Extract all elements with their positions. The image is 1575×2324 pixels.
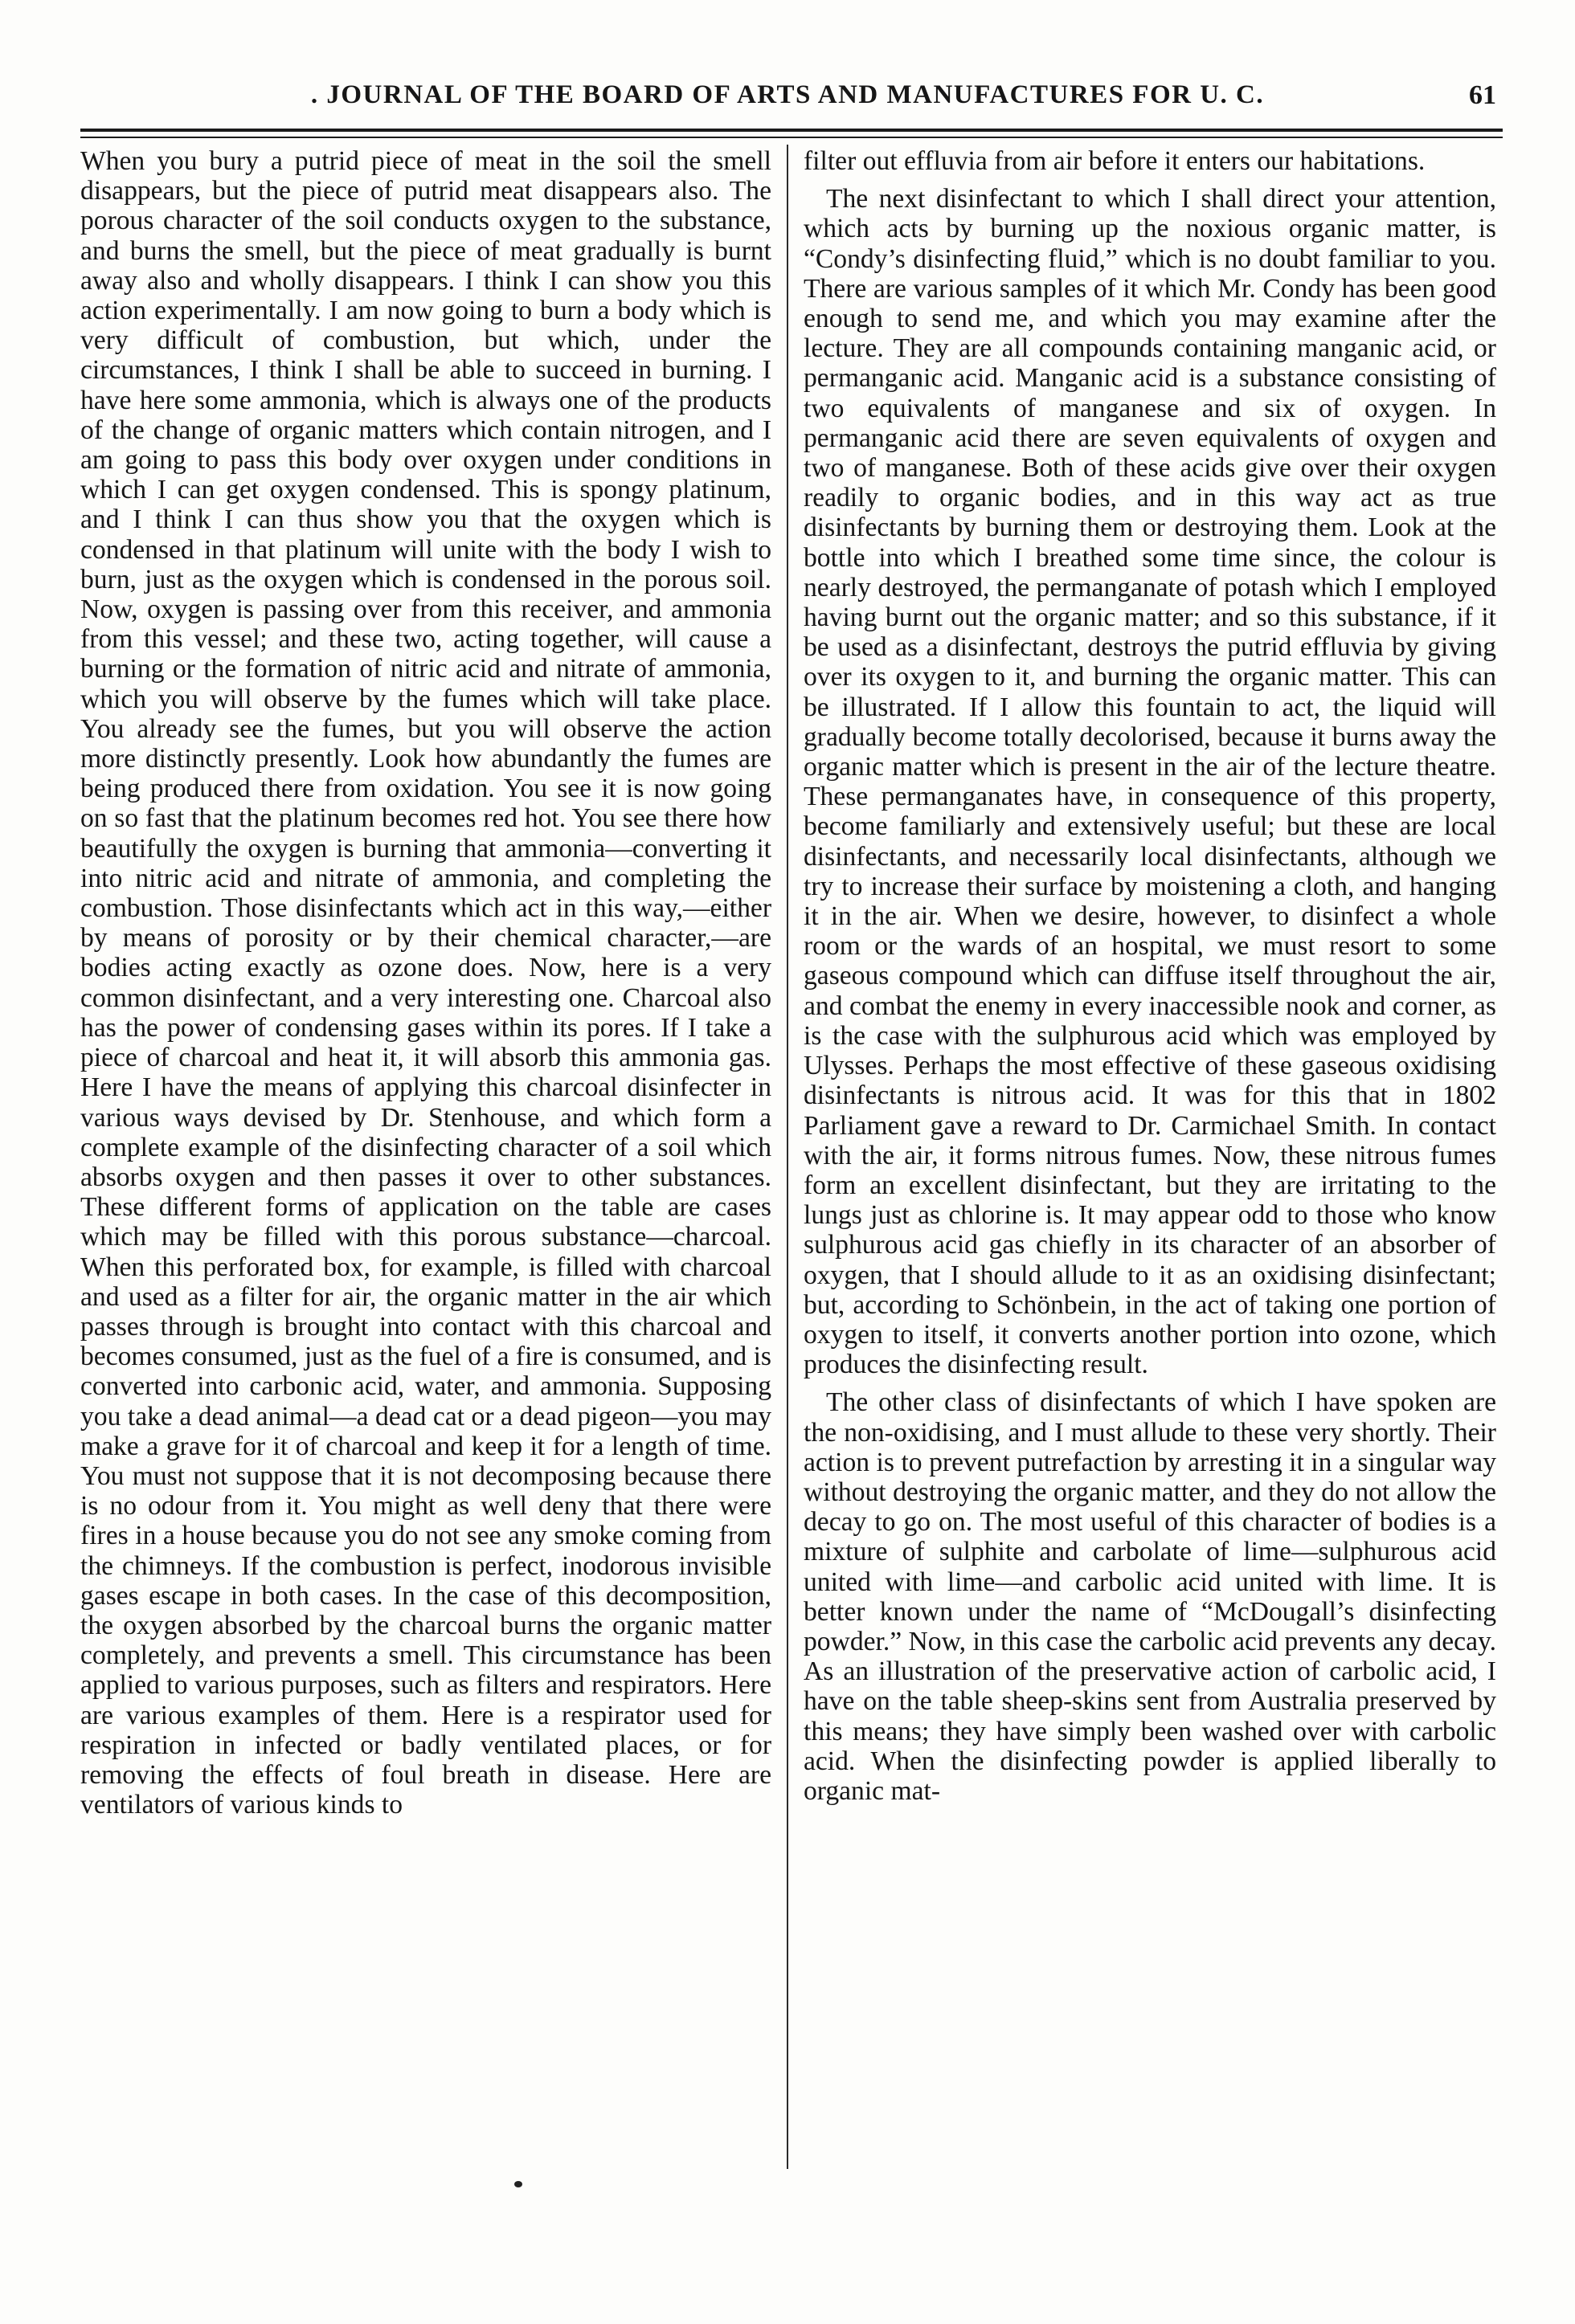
column-divider bbox=[787, 145, 788, 2169]
printer-mark bbox=[514, 2181, 522, 2187]
right-paragraph-2: The next disinfectant to which I shall direct your attention, which acts by burning up the noxious organic matter, is “Condy’s disinfecting fluid,” which is no doubt familiar to you. There are various samples of it which Mr. Condy has been good enough to send me, and which you may examine after the lecture. They are all compounds containing manganic acid, or permanganic acid. Manganic acid is a substance consisting of two equivalents of manganese and six of oxygen. In permanganic acid there are seven equivalents of oxygen and two of manganese. Both of these acids give over their oxygen readily to organic bodies, and in this way act as true disinfectants by burning them or destroying them. Look at the bottle into which I breathed some time since, the colour is nearly destroyed, the permanganate of potash which I employed having burnt out the organic matter; and so this substance, if it be used as a disinfectant, destroys the putrid effluvia by giving over its oxygen to it, and burning the organic matter. This can be illustrated. If I allow this fountain to act, the liquid will gradually become totally decolorised, because it burns away the organic matter which is present in the air of the lecture theatre. These permanganates have, in consequence of this property, become familiarly and extensively useful; but these are local disinfectants, and necessarily local disinfectants, although we try to increase their surface by moistening a cloth, and hanging it in the air. When we desire, however, to disinfect a whole room or the wards of an hospital, we must resort to some gaseous compound which can diffuse itself throughout the air, and combat the enemy in every inaccessible nook and corner, as is the case with the sulphurous acid which was employed by Ulysses. Perhaps the most effective of these gaseous oxidising disinfectants is nitrous acid. It was for this that in 1802 Parliament gave a reward to Dr. Carmichael Smith. In contact with the air, it forms nitrous fumes. Now, these nitrous fumes form an excellent disinfectant, but they are irritating to the lungs just as chlorine is. It may appear odd to those who know sulphurous acid gas chiefly in its character of an absorber of oxygen, that I should allude to it as an oxidising disinfectant; but, according to Schönbein, in the act of taking one portion of oxygen to itself, it converts another portion into ozone, which produces the disinfecting result. bbox=[804, 184, 1496, 1380]
left-paragraph-1: When you bury a putrid piece of meat in the soil the smell disappears, but the piece of putrid meat disappears also. The porous character of the soil conducts oxygen to the substance, and burns the smell, but the piece of meat gradually is burnt away also and wholly disappears. I think I can show you this action experimentally. I am now going to burn a body which is very difficult of combustion, but which, under the circumstances, I think I shall be able to succeed in burning. I have here some ammonia, which is always one of the products of the change of organic matters which contain nitrogen, and I am going to pass this body over oxygen under conditions in which I can get oxygen condensed. This is spongy platinum, and I think I can thus show you that the oxygen which is condensed in that platinum will unite with the body I wish to burn, just as the oxygen which is condensed in the porous soil. Now, oxygen is passing over from this receiver, and ammonia from this vessel; and these two, acting together, will cause a burning or the formation of nitric acid and nitrate of ammonia, which you will observe by the fumes which will take place. You already see the fumes, but you will observe the action more distinctly presently. Look how abundantly the fumes are being produced there from oxidation. You see it is now going on so fast that the platinum becomes red hot. You see there how beautifully the oxygen is burning that ammonia—converting it into nitric acid and nitrate of ammonia, and completing the combustion. Those disinfectants which act in this way,—either by means of porosity or by their chemical character,—are bodies acting exactly as ozone does. Now, here is a very common disinfectant, and a very interesting one. Charcoal also has the power of condensing gases within its pores. If I take a piece of charcoal and heat it, it will absorb this ammonia gas. Here I have the means of applying this charcoal disinfecter in various ways devised by Dr. Stenhouse, and which form a complete example of the disinfecting character of a soil which absorbs oxygen and then passes it over to other substances. These different forms of application on the table are cases which may be filled with this porous substance—charcoal. When this perforated box, for example, is filled with charcoal and used as a filter for air, the organic matter in the air which passes through is brought into contact with this charcoal and becomes consumed, just as the fuel of a fire is consumed, and is converted into carbonic acid, water, and ammonia. Supposing you take a dead animal—a dead cat or a dead pigeon—you may make a grave for it of charcoal and keep it for a length of time. You must not suppose that it is not decomposing because there is no odour from it. You might as well deny that there were fires in a house because you do not see any smoke coming from the chimneys. If the combustion is perfect, inodorous invisible gases escape in both cases. In the case of this decomposition, the oxygen absorbed by the charcoal burns the organic matter completely, and prevents a smell. This circumstance has been applied to various purposes, such as filters and respirators. Here are various examples of them. Here is a respirator used for respiration in infected or badly ventilated places, or for removing the effects of foul breath in disease. Here are ventilators of various kinds to bbox=[80, 146, 771, 1820]
right-paragraph-3: The other class of disinfectants of which I have spoken are the non-oxidising, and I must allude to these very shortly. Their action is to prevent putrefaction by arresting it in a singular way without destroying the organic matter, and they do not allow the decay to go on. The most useful of this character of bodies is a mixture of sulphite and carbolate of lime—sulphurous acid united with lime—and carbolic acid united with lime. It is better known under the name of “McDougall’s disinfecting powder.” Now, in this case the carbolic acid prevents any decay. As an illustration of the preservative action of carbolic acid, I have on the table sheep-skins sent from Australia preserved by this means; they have simply been washed over with carbolic acid. When the disinfecting powder is applied liberally to organic mat- bbox=[804, 1387, 1496, 1806]
page-number: 61 bbox=[1469, 80, 1496, 110]
header-rule-thin bbox=[80, 137, 1503, 138]
header-rule-thick bbox=[80, 129, 1503, 132]
right-column bbox=[804, 146, 1496, 1806]
running-head bbox=[72, 74, 1503, 122]
left-column bbox=[80, 146, 771, 1820]
right-paragraph-1: filter out effluvia from air before it enters our habitations. bbox=[804, 146, 1426, 176]
running-title: . JOURNAL OF THE BOARD OF ARTS AND MANUFACTURES FOR U. C. bbox=[310, 80, 1265, 109]
